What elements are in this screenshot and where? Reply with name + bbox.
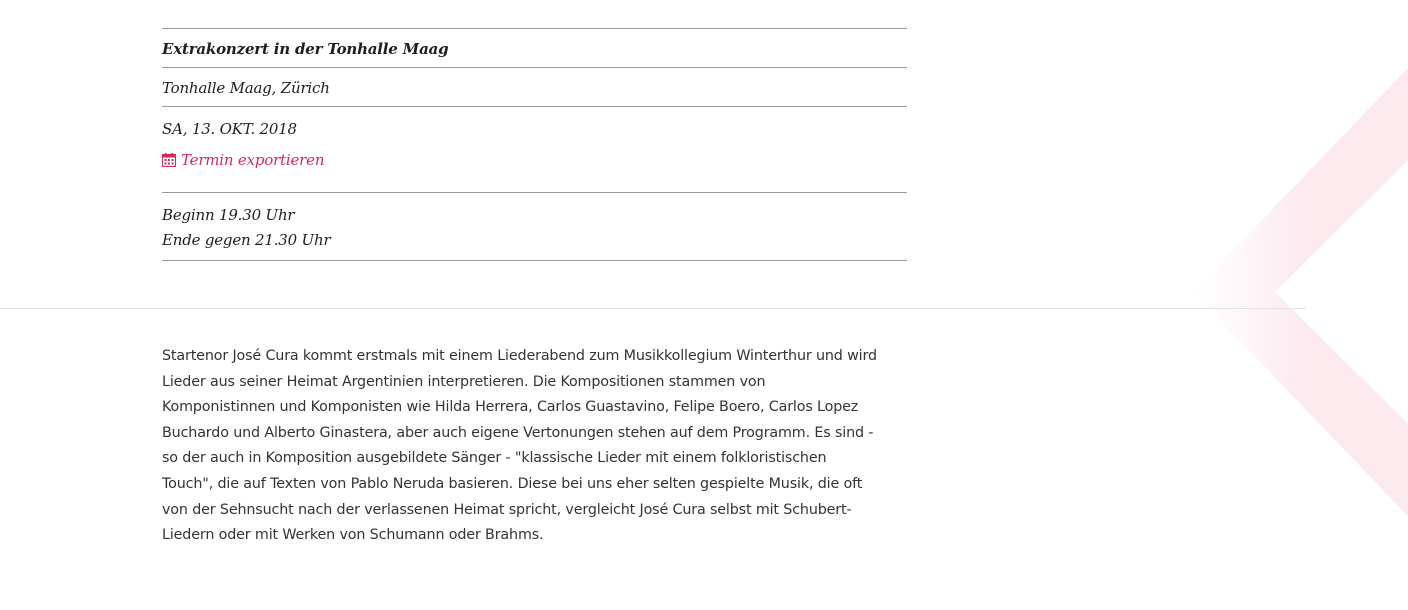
description-line: Liedern oder mit Werken von Schumann oder Brahms. [162, 527, 544, 544]
description-line: Buchardo und Alberto Ginastera, aber auch eigene Vertonungen stehen auf dem Programm. Es sind - [162, 424, 874, 441]
event-date-block [162, 106, 907, 192]
event-times [162, 192, 907, 261]
description-line: Startenor José Cura kommt erstmals mit einem Liederabend zum Musikkollegium Winterthur und wird [162, 348, 877, 364]
event-title: Extrakonzert in der Tonhalle Maag [162, 28, 907, 67]
description-line: Lieder aus seiner Heimat Argentinien interpretieren. Die Kompositionen stammen von [162, 373, 766, 390]
event-date: SA, 13. OKT. 2018 [162, 120, 297, 138]
export-link-label: Termin exportieren [181, 151, 325, 169]
export-calendar-link[interactable] [162, 148, 907, 172]
event-end-time: Ende gegen 21.30 Uhr [162, 231, 331, 249]
section-divider [0, 308, 1306, 309]
description-line: Touch", die auf Texten von Pablo Neruda basieren. Diese bei uns eher selten gespielte Musik, die oft [162, 475, 863, 492]
description-line: Komponistinnen und Komponisten wie Hilda Herrera, Carlos Guastavino, Felipe Boero, Carlos Lopez [162, 399, 859, 416]
event-info [162, 28, 907, 261]
event-begin-time: Beginn 19.30 Uhr [162, 206, 295, 224]
description-line: so der auch in Komposition ausgebildete Sänger - "klassische Lieder mit einem folkloristischen [162, 450, 827, 467]
event-location: Tonhalle Maag, Zürich [162, 67, 907, 106]
description-line: von der Sehnsucht nach der verlassenen Heimat spricht, vergleicht José Cura selbst mit Schubert- [162, 501, 852, 518]
calendar-icon [162, 153, 176, 167]
event-description [162, 344, 912, 549]
